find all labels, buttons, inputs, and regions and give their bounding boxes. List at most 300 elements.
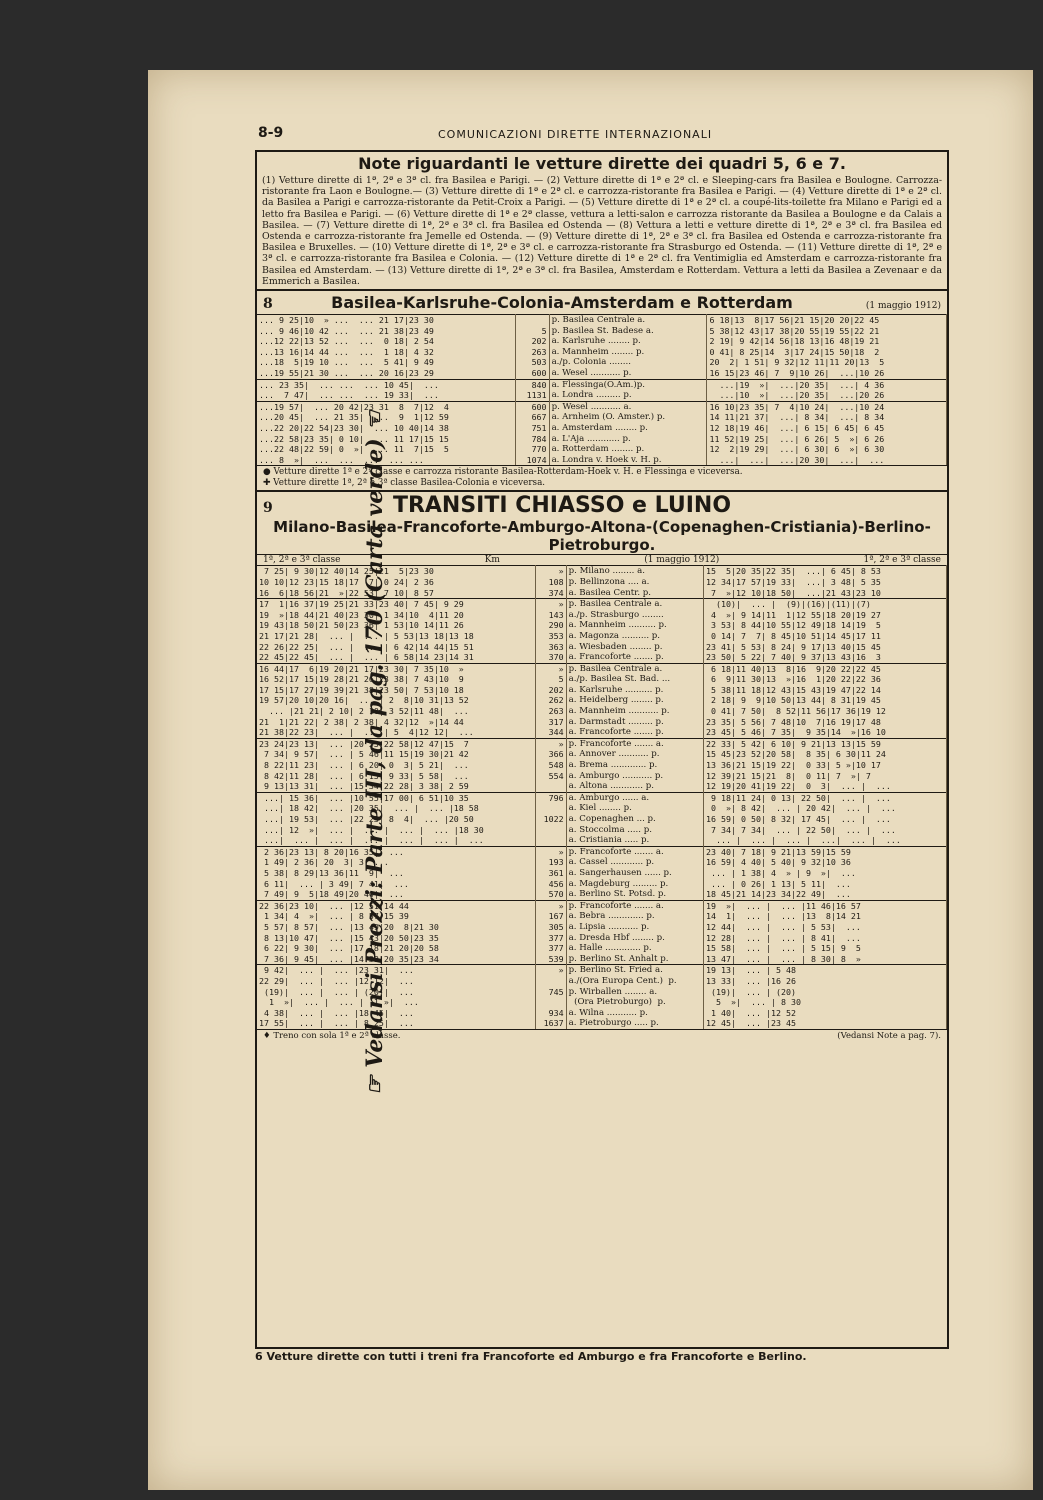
km-value: » <box>536 599 566 610</box>
timetable-row <box>257 326 947 337</box>
left-times: ...19 55|21 30 ... ... 20 16|23 29 <box>257 368 516 379</box>
right-times: 9 18|11 24| 0 13| 22 50| ... | ... <box>704 792 947 803</box>
station-name: a. Heidelberg ........ p. <box>566 695 703 706</box>
right-times: 0 14| 7 7| 8 45|10 51|14 45|17 11 <box>704 631 947 642</box>
right-times: 20 2| 1 51| 9 32|12 11|11 20|13 5 <box>707 357 947 368</box>
km-label: Km <box>484 555 500 566</box>
right-times: ... | 1 38| 4 » | 9 »| ... <box>704 868 947 879</box>
station-name: p. Basilea Centrale a. <box>549 315 707 326</box>
class-left: 1ª, 2ª e 3ª classe <box>263 555 341 566</box>
km-value: 361 <box>536 868 566 879</box>
station-name: a. Cristiania ..... p. <box>566 835 703 846</box>
station-name: a. Amsterdam ........ p. <box>549 423 707 434</box>
section-8 <box>257 289 947 490</box>
right-times: ...|19 »| ...|20 35| ...| 4 36 <box>707 379 947 390</box>
km-value: 202 <box>516 336 549 347</box>
timetable-row <box>257 889 947 900</box>
station-name: a. L'Aja ............ p. <box>549 434 707 445</box>
right-times: 13 36|21 15|19 22| 0 33| 5 »|10 17 <box>704 760 947 771</box>
right-times: 6 9|11 30|13 »|16 1|20 22|22 36 <box>704 674 947 685</box>
km-value: 370 <box>536 652 566 663</box>
legend-line: ● Vetture dirette 1ª e 2ª classe e carrozza ristorante Basilea-Rotterdam-Hoek v. H. e Flessinga e viceversa. <box>263 467 743 478</box>
km-value: 539 <box>536 954 566 965</box>
station-name: a. Lipsia ........... p. <box>566 922 703 933</box>
timetable-row <box>257 642 947 653</box>
right-times: 12 45| ... |23 45 <box>704 1018 947 1029</box>
station-name: p. Basilea St. Badese a. <box>549 326 707 337</box>
timetable-row <box>257 412 947 423</box>
right-times: 23 45| 5 46| 7 35| 9 35|14 »|16 10 <box>704 727 947 738</box>
km-value: 353 <box>536 631 566 642</box>
station-name: p. Francoforte ....... a. <box>566 738 703 749</box>
timetable-row <box>257 685 947 696</box>
section-8-legend <box>257 465 947 490</box>
timetable-row <box>257 423 947 434</box>
km-value: » <box>536 738 566 749</box>
km-value: 263 <box>516 347 549 358</box>
section-8-number: 8 <box>263 296 273 313</box>
station-name: p. Francoforte ....... a. <box>566 846 703 857</box>
left-times: 22 45|22 45| ... | ... | 6 58|14 23|14 31 <box>257 652 536 663</box>
notes-block <box>257 154 947 287</box>
km-value: 377 <box>536 933 566 944</box>
timetable-row <box>257 911 947 922</box>
left-times: ... 8 »| ... ... ... ... ... <box>257 455 516 466</box>
left-times: 19 57|20 10|20 16| ... | 2 8|10 31|13 52 <box>257 695 536 706</box>
left-times: 7 49| 9 5|18 49|20 40| ... <box>257 889 536 900</box>
km-value: 344 <box>536 727 566 738</box>
timetable-row <box>257 868 947 879</box>
timetable-row <box>257 987 947 998</box>
station-name: a. Karlsruhe .......... p. <box>566 685 703 696</box>
running-title: COMUNICAZIONI DIRETTE INTERNAZIONALI <box>438 128 713 141</box>
timetable-row <box>257 390 947 401</box>
km-value: 263 <box>536 706 566 717</box>
timetable-row <box>257 368 947 379</box>
right-times: 5 38|11 18|12 43|15 43|19 47|22 14 <box>704 685 947 696</box>
km-value: 374 <box>536 588 566 599</box>
right-times: 7 »|12 10|18 50| ...|21 43|23 10 <box>704 588 947 599</box>
timetable-row <box>257 825 947 836</box>
footnote-right: (Vedansi Note a pag. 7). <box>837 1030 941 1041</box>
left-times: 1 49| 2 36| 20 3| 3 ... <box>257 857 536 868</box>
station-name: a. Bebra ............. p. <box>566 911 703 922</box>
km-value: 503 <box>516 357 549 368</box>
station-name: p. Bellinzona .... a. <box>566 577 703 588</box>
timetable-row <box>257 706 947 717</box>
timetable-row <box>257 379 947 390</box>
timetable-row <box>257 577 947 588</box>
km-value: 317 <box>536 717 566 728</box>
km-value: » <box>536 663 566 674</box>
left-times: 1 34| 4 »| ... | 8 57|15 39 <box>257 911 536 922</box>
left-times: ...| 18 42| ... |20 35| ... | ... |18 58 <box>257 803 536 814</box>
left-times: ...22 20|22 54|23 30| ... 10 40|14 38 <box>257 423 516 434</box>
km-value: » <box>536 965 566 976</box>
footnote-left: ♦ Treno con sola 1ª e 2ª classe. <box>263 1030 401 1041</box>
km-value: 456 <box>536 879 566 890</box>
left-times: (19)| ... | ... | (20)| ... <box>257 987 536 998</box>
km-value: 784 <box>516 434 549 445</box>
left-times: 21 1|21 22| 2 38| 2 38| 4 32|12 »|14 44 <box>257 717 536 728</box>
left-times: ... 23 35| ... ... ... 10 45| ... <box>257 379 516 390</box>
left-times: 8 13|10 47| ... |15 43|20 50|23 35 <box>257 933 536 944</box>
timetable-row <box>257 566 947 577</box>
station-name: a. Arnheim (O. Amster.) p. <box>549 412 707 423</box>
timetable-row <box>257 444 947 455</box>
left-times: 2 36|23 13| 8 20|16 35| ... <box>257 846 536 857</box>
right-times: 5 38|12 43|17 38|20 55|19 55|22 21 <box>707 326 947 337</box>
left-times: 19 »|18 44|21 40|23 30| 1 34|10 4|11 20 <box>257 610 536 621</box>
timetable-row <box>257 997 947 1008</box>
left-times: 6 11| ... | 3 49| 7 41| ... <box>257 879 536 890</box>
timetable-row <box>257 401 947 412</box>
timetable-row <box>257 695 947 706</box>
right-times: 1 40| ... |12 52 <box>704 1008 947 1019</box>
timetable-row <box>257 347 947 358</box>
legend-line: ✚ Vetture dirette 1ª, 2ª e 3ª classe Basilea-Colonia e viceversa. <box>263 478 546 489</box>
left-times: 1 »| ... | ... | 1 »| ... <box>257 997 536 1008</box>
timetable-row <box>257 803 947 814</box>
left-times: 7 34| 9 57| ... | 5 46|11 15|19 30|21 42 <box>257 749 536 760</box>
left-times: 9 42| ... | ... |23 31| ... <box>257 965 536 976</box>
page-number: 8-9 <box>258 125 284 141</box>
right-times: 13 33| ... |16 26 <box>704 976 947 987</box>
km-value <box>536 835 566 846</box>
right-times: 12 18|19 46| ...| 6 15| 6 45| 6 45 <box>707 423 947 434</box>
km-value <box>536 997 566 1008</box>
left-times: ...18 5|19 10 ... ... 5 41| 9 49 <box>257 357 516 368</box>
section-8-table <box>257 314 947 465</box>
station-name: a./p. Colonia ........ <box>549 357 707 368</box>
km-value: 193 <box>536 857 566 868</box>
station-name: a. Sangerhausen ...... p. <box>566 868 703 879</box>
left-times: 17 55| ... | ... | 8 25| ... <box>257 1018 536 1029</box>
section-8-header <box>257 291 947 314</box>
km-value: 667 <box>516 412 549 423</box>
left-times: 7 36| 9 45| ... |14 39|20 35|23 34 <box>257 954 536 965</box>
timetable-row <box>257 976 947 987</box>
right-times: 14 1| ... | ... |13 8|14 21 <box>704 911 947 922</box>
left-times: 21 17|21 28| ... | ... | 5 53|13 18|13 18 <box>257 631 536 642</box>
station-name: a. Dresda Hbf ........ p. <box>566 933 703 944</box>
timetable-row <box>257 610 947 621</box>
station-name: a. Berlino St. Potsd. p. <box>566 889 703 900</box>
timetable-row <box>257 933 947 944</box>
km-value: 840 <box>516 379 549 390</box>
left-times: 22 26|22 25| ... | ... | 6 42|14 44|15 51 <box>257 642 536 653</box>
timetable-row <box>257 717 947 728</box>
left-times: ... 7 47| ... ... ... 19 33| ... <box>257 390 516 401</box>
right-times: 23 50| 5 22| 7 40| 9 37|13 43|16 3 <box>704 652 947 663</box>
station-name: p. Basilea Centrale a. <box>566 599 703 610</box>
km-value: 600 <box>516 368 549 379</box>
station-name: a. Basilea Centr. p. <box>566 588 703 599</box>
km-value: » <box>536 846 566 857</box>
left-times: ... |21 21| 2 10| 2 10| 3 52|11 48| ... <box>257 706 536 717</box>
station-name: a. Annover ........... p. <box>566 749 703 760</box>
station-name: a. Mannheim ........... p. <box>566 706 703 717</box>
station-name: a. Magonza .......... p. <box>566 631 703 642</box>
km-value: 1637 <box>536 1018 566 1029</box>
notes-title: Note riguardanti le vetture dirette dei quadri 5, 6 e 7. <box>358 154 846 173</box>
right-times: 19 »| ... | ... |11 46|16 57 <box>704 900 947 911</box>
right-times: ... | ... | ... | ...| ... | ... <box>704 835 947 846</box>
right-times: ...|10 »| ...|20 35| ...|20 26 <box>707 390 947 401</box>
timetable-row <box>257 814 947 825</box>
km-value: » <box>536 900 566 911</box>
left-times: ...19 57| ... 20 42|23 31 8 7|12 4 <box>257 401 516 412</box>
station-name: (Ora Pietroburgo) p. <box>566 997 703 1008</box>
km-value <box>516 315 549 326</box>
section-8-title: Basilea-Karlsruhe-Colonia-Amsterdam e Rotterdam <box>331 293 793 313</box>
timetable-row <box>257 674 947 685</box>
timetable-row <box>257 943 947 954</box>
timetable-row <box>257 835 947 846</box>
km-value: 363 <box>536 642 566 653</box>
km-value: 5 <box>516 326 549 337</box>
left-times: ...12 22|13 52 ... ... 0 18| 2 54 <box>257 336 516 347</box>
station-name: a. Londra ......... p. <box>549 390 707 401</box>
station-name: a. Altona ............ p. <box>566 781 703 792</box>
km-value: 548 <box>536 760 566 771</box>
section-9-footnote <box>257 1029 947 1042</box>
right-times: 12 28| ... | ... | 8 41| ... <box>704 933 947 944</box>
station-name: a. Londra v. Hoek v. H. p. <box>549 455 707 466</box>
km-value: 934 <box>536 1008 566 1019</box>
right-times: 2 19| 9 42|14 56|18 13|16 48|19 21 <box>707 336 947 347</box>
right-times: 3 53| 8 44|10 55|12 49|18 14|19 5 <box>704 620 947 631</box>
station-name: a. Cassel ............ p. <box>566 857 703 868</box>
timetable-row <box>257 965 947 976</box>
left-times: ... 9 25|10 » ... ... 21 17|23 30 <box>257 315 516 326</box>
km-value: 1022 <box>536 814 566 825</box>
right-times: 4 »| 9 14|11 1|12 55|18 20|19 27 <box>704 610 947 621</box>
station-name: a. Wilna ........... p. <box>566 1008 703 1019</box>
km-value: 108 <box>536 577 566 588</box>
right-times: 15 45|23 52|20 58| 8 35| 6 30|11 24 <box>704 749 947 760</box>
right-times: 23 40| 7 18| 9 21|13 59|15 59 <box>704 846 947 857</box>
km-value: 167 <box>536 911 566 922</box>
left-times: 17 1|16 37|19 25|21 33|23 40| 7 45| 9 29 <box>257 599 536 610</box>
right-times: 23 41| 5 53| 8 24| 9 17|13 40|15 45 <box>704 642 947 653</box>
station-name: a./p. Basilea St. Bad. ... <box>566 674 703 685</box>
left-times: 19 43|18 50|21 50|23 36| 1 53|10 14|11 26 <box>257 620 536 631</box>
left-times: 17 15|17 27|19 39|21 38|23 50| 7 53|10 18 <box>257 685 536 696</box>
station-name: a. Mannheim .......... p. <box>566 620 703 631</box>
left-times: 9 13|13 31| ... |15 34|22 28| 3 38| 2 59 <box>257 781 536 792</box>
timetable-row <box>257 846 947 857</box>
station-name: a./p. Strasburgo ........ <box>566 610 703 621</box>
station-name: a. Copenaghen ... p. <box>566 814 703 825</box>
station-name: p. Milano ........ a. <box>566 566 703 577</box>
km-value: 570 <box>536 889 566 900</box>
right-times: 11 52|19 25| ...| 6 26| 5 »| 6 26 <box>707 434 947 445</box>
station-name: a./(Ora Europa Cent.) p. <box>566 976 703 987</box>
section-9-date: (1 maggio 1912) <box>644 555 720 566</box>
right-times: 13 47| ... | ... | 8 30| 8 » <box>704 954 947 965</box>
right-times: 12 2|19 29| ...| 6 30| 6 »| 6 30 <box>707 444 947 455</box>
timetable-row <box>257 771 947 782</box>
station-name: a. Stoccolma ..... p. <box>566 825 703 836</box>
station-name: a. Kiel ........ p. <box>566 803 703 814</box>
station-name: p. Wirballen ........ a. <box>566 987 703 998</box>
right-times: 0 41| 8 25|14 3|17 24|15 50|18 2 <box>707 347 947 358</box>
right-times: 6 18|13 8|17 56|21 15|20 20|22 45 <box>707 315 947 326</box>
left-times: ...22 58|23 35| 0 10| ... 11 17|15 15 <box>257 434 516 445</box>
section-9-table <box>257 565 947 1029</box>
left-times: ...| 12 »| ... | ... | ... | ... |18 30 <box>257 825 536 836</box>
timetable-row <box>257 599 947 610</box>
timetable-row <box>257 434 947 445</box>
right-times: 0 41| 7 50| 8 52|11 56|17 36|19 12 <box>704 706 947 717</box>
station-name: a. Francoforte ....... p. <box>566 727 703 738</box>
station-name: a. Darmstadt ......... p. <box>566 717 703 728</box>
station-name: a. Pietroburgo ..... p. <box>566 1018 703 1029</box>
km-value: 5 <box>536 674 566 685</box>
section-9-subtitle: Milano-Basilea-Francoforte-Amburgo-Altona-(Copenaghen-Cristiania)-Berlino-Pietroburgo. <box>273 518 931 555</box>
right-times: 6 18|11 40|13 8|16 9|20 22|22 45 <box>704 663 947 674</box>
station-name: p. Wesel ........... a. <box>549 401 707 412</box>
left-times: ...| 15 36| ... |10 55|17 00| 6 51|10 35 <box>257 792 536 803</box>
right-times: 12 19|20 41|19 22| 0 3| ... | ... <box>704 781 947 792</box>
km-value: 1131 <box>516 390 549 401</box>
timetable-row <box>257 900 947 911</box>
left-times: 22 36|23 10| ... |12 51|14 44 <box>257 900 536 911</box>
right-times: 12 39|21 15|21 8| 0 11| 7 »| 7 <box>704 771 947 782</box>
right-times: 15 58| ... | ... | 5 15| 9 5 <box>704 943 947 954</box>
right-times: 0 »| 8 42| ... | 20 42| ... | ... <box>704 803 947 814</box>
left-times: 8 42|11 28| ... | 6 15| 9 33| 5 58| ... <box>257 771 536 782</box>
timetable-row <box>257 1018 947 1029</box>
km-value <box>536 803 566 814</box>
section-9-header <box>257 492 947 518</box>
section-9-number: 9 <box>263 500 273 517</box>
timetable-row <box>257 1008 947 1019</box>
km-value: 305 <box>536 922 566 933</box>
left-times: 6 22| 9 30| ... |17 18|21 20|20 58 <box>257 943 536 954</box>
km-value: » <box>536 566 566 577</box>
right-times: 5 »| ... | 8 30 <box>704 997 947 1008</box>
right-times: 12 34|17 57|19 33| ...| 3 48| 5 35 <box>704 577 947 588</box>
right-times: 16 10|23 35| 7 4|10 24| ...|10 24 <box>707 401 947 412</box>
timetable-row <box>257 620 947 631</box>
timetable-row <box>257 588 947 599</box>
km-value <box>536 825 566 836</box>
left-times: 5 57| 8 57| ... |13 49|20 8|21 30 <box>257 922 536 933</box>
right-times: 19 13| ... | 5 48 <box>704 965 947 976</box>
timetable-row <box>257 749 947 760</box>
timetable-row <box>257 631 947 642</box>
timetable-row <box>257 857 947 868</box>
right-times: 23 35| 5 56| 7 48|10 7|16 19|17 48 <box>704 717 947 728</box>
class-right: 1ª, 2ª e 3ª classe <box>863 555 941 566</box>
right-times: 22 33| 5 42| 6 10| 9 21|13 13|15 59 <box>704 738 947 749</box>
km-value: 554 <box>536 771 566 782</box>
left-times: 16 6|18 56|21 »|22 53| 7 10| 8 57 <box>257 588 536 599</box>
right-times: 15 5|20 35|22 35| ...| 6 45| 8 53 <box>704 566 947 577</box>
km-value <box>536 976 566 987</box>
km-value: 262 <box>536 695 566 706</box>
bottom-note: 6 Vetture dirette con tutti i treni fra Francoforte ed Amburgo e fra Francoforte e Berlino. <box>255 1350 807 1363</box>
right-times: 14 11|21 37| ...| 8 34| ...| 8 34 <box>707 412 947 423</box>
station-name: a. Mannheim ........ p. <box>549 347 707 358</box>
station-name: a. Rotterdam ........ p. <box>549 444 707 455</box>
left-times: ...22 48|22 59| 0 »| ... 11 7|15 5 <box>257 444 516 455</box>
timetable-row <box>257 336 947 347</box>
right-times: 16 59| 0 50| 8 32| 17 45| ... | ... <box>704 814 947 825</box>
km-value: 796 <box>536 792 566 803</box>
timetable-row <box>257 792 947 803</box>
timetable-row <box>257 663 947 674</box>
right-times: 16 59| 4 40| 5 40| 9 32|10 36 <box>704 857 947 868</box>
station-name: a. Wiesbaden ........ p. <box>566 642 703 653</box>
station-name: p. Berlino St. Fried a. <box>566 965 703 976</box>
section-8-date: (1 maggio 1912) <box>865 301 941 312</box>
left-times: 4 38| ... | ... |18 45| ... <box>257 1008 536 1019</box>
station-name: a. Karlsruhe ........ p. <box>549 336 707 347</box>
km-value: 745 <box>536 987 566 998</box>
left-times: ...20 45| ... 21 35| ... 9 1|12 59 <box>257 412 516 423</box>
timetable-frame <box>255 150 949 1349</box>
left-times: 7 25| 9 30|12 40|14 25|21 5|23 30 <box>257 566 536 577</box>
km-value: 1074 <box>516 455 549 466</box>
timetable-row <box>257 727 947 738</box>
station-name: a. Magdeburg ......... p. <box>566 879 703 890</box>
station-name: a. Wesel ........... p. <box>549 368 707 379</box>
left-times: 16 44|17 6|19 20|21 17|23 30| 7 35|10 » <box>257 663 536 674</box>
timetable-row <box>257 357 947 368</box>
station-name: p. Basilea Centrale a. <box>566 663 703 674</box>
timetable-row <box>257 781 947 792</box>
timetable-row <box>257 652 947 663</box>
right-times: 7 34| 7 34| ... | 22 50| ... | ... <box>704 825 947 836</box>
station-name: a. Francoforte ....... p. <box>566 652 703 663</box>
right-times: (10)| ... | (9)|(16)|(11)|(7) <box>704 599 947 610</box>
left-times: ...| ... | ... | ... | ... | ... | ... <box>257 835 536 846</box>
section-9 <box>257 490 947 1042</box>
right-times: ... | 0 26| 1 13| 5 11| ... <box>704 879 947 890</box>
km-value: 202 <box>536 685 566 696</box>
station-name: a. Amburgo ........... p. <box>566 771 703 782</box>
left-times: 23 24|23 13| ... |20 55|22 58|12 47|15 7 <box>257 738 536 749</box>
right-times: 12 44| ... | ... | 5 53| ... <box>704 922 947 933</box>
timetable-row <box>257 760 947 771</box>
km-value: 366 <box>536 749 566 760</box>
right-times: (19)| ... | (20) <box>704 987 947 998</box>
station-name: p. Berlino St. Anhalt p. <box>566 954 703 965</box>
left-times: 10 10|12 23|15 18|17 7| 0 24| 2 36 <box>257 577 536 588</box>
timetable-row <box>257 954 947 965</box>
station-name: a. Amburgo ...... a. <box>566 792 703 803</box>
left-times: 5 38| 8 29|13 36|11 9| ... <box>257 868 536 879</box>
timetable-row <box>257 738 947 749</box>
station-name: a. Brema ............. p. <box>566 760 703 771</box>
timetable-row <box>257 879 947 890</box>
km-value: 377 <box>536 943 566 954</box>
timetable-row <box>257 315 947 326</box>
km-value: 143 <box>536 610 566 621</box>
left-times: 16 52|17 15|19 28|21 26|23 38| 7 43|10 9 <box>257 674 536 685</box>
right-times: ...| ...| ...|20 30| ...| ... <box>707 455 947 466</box>
km-value: 600 <box>516 401 549 412</box>
station-name: p. Francoforte ....... a. <box>566 900 703 911</box>
section-9-classes <box>257 554 947 565</box>
left-times: 22 29| ... | ... |12 12| ... <box>257 976 536 987</box>
km-value <box>536 781 566 792</box>
km-value: 770 <box>516 444 549 455</box>
timetable-row <box>257 922 947 933</box>
